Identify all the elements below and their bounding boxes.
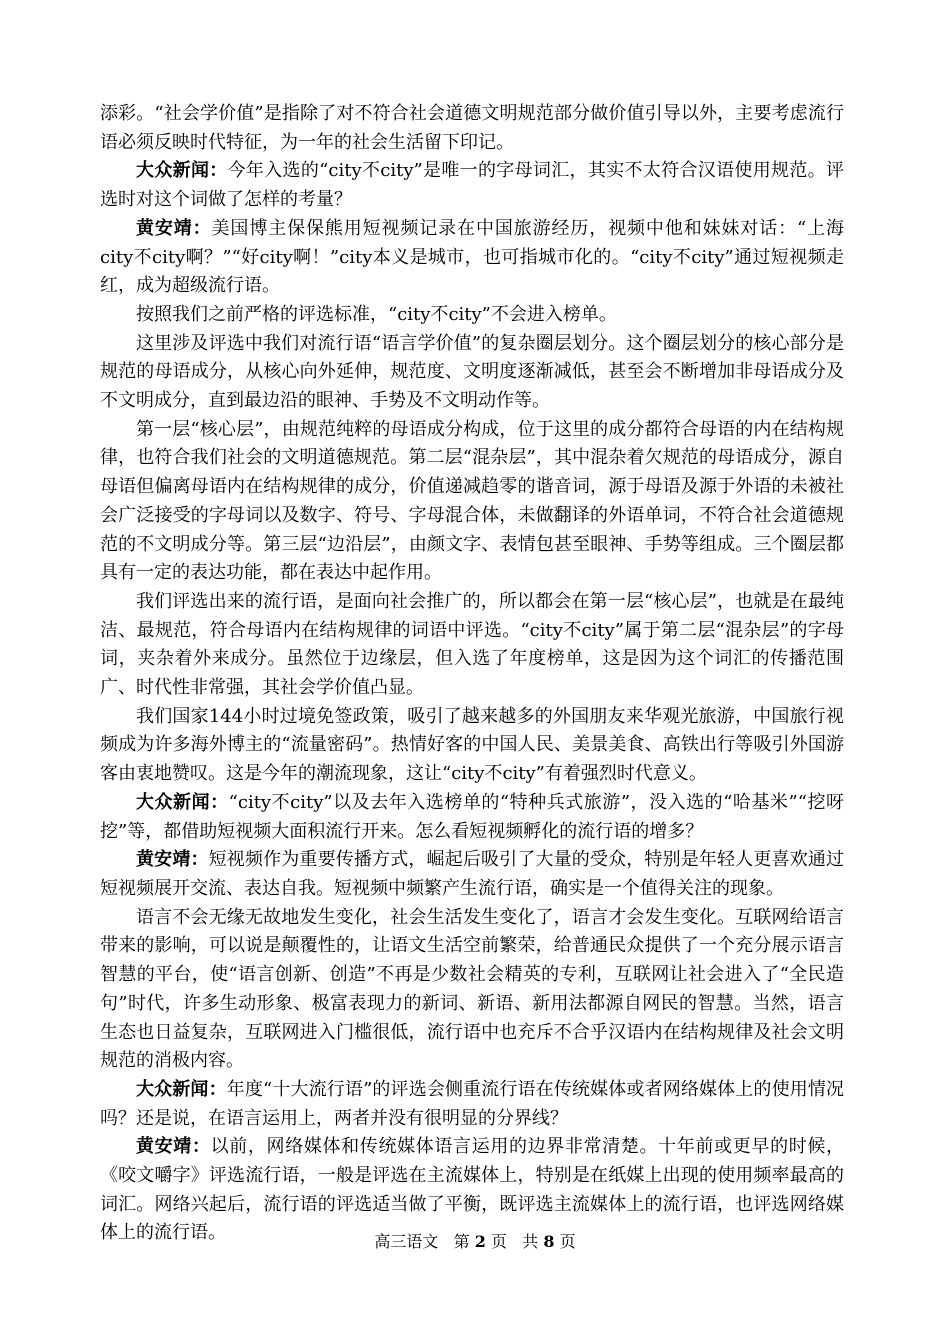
page-footer: [0, 1232, 950, 1252]
paragraph-text: 我们评选出来的流行语，是面向社会推广的，所以都会在第一层“核心层”，也就是在最纯洁、最规范，符合母语内在结构规律的词语中评选。“city不city”属于第二层“混杂层”的字母词，夹杂着外来成分。虽然位于边缘层，但入选了年度榜单，这是因为这个词汇的传播范围广、时代性非常强，其社会学价值凸显。: [100, 590, 844, 699]
article-body: [100, 100, 844, 1248]
paragraph: [100, 301, 844, 330]
paragraph: [100, 215, 844, 301]
paragraph-text: 我们国家144小时过境免签政策，吸引了越来越多的外国朋友来华观光旅游，中国旅行视频成为许多海外博主的“流量密码”。热情好客的中国人民、美景美食、高铁出行等吸引外国游客由衷地赞叹。这是今年的潮流现象，这让“city不city”有着强烈时代意义。: [100, 705, 844, 785]
speaker-label: 黄安靖：: [136, 217, 212, 239]
paragraph: [100, 100, 844, 157]
paragraph-text: 语言不会无缘无故地发生变化，社会生活发生变化了，语言才会发生变化。互联网给语言带来的影响，可以说是颠覆性的，让语文生活空前繁荣，给普通民众提供了一个充分展示语言智慧的平台，使“语言创新、创造”不再是少数社会精英的专利，互联网让社会进入了“全民造句”时代，许多生动形象、极富表现力的新词、新语、新用法都源自网民的智慧。当然，语言生态也日益复杂，互联网进入门槛很低，流行语中也充斥不合乎汉语内在结构规律及社会文明规范的消极内容。: [100, 906, 844, 1072]
footer-ye: 页: [559, 1232, 576, 1251]
paragraph-text: 按照我们之前严格的评选标准，“city不city”不会进入榜单。: [136, 303, 617, 325]
paragraph: [100, 1076, 844, 1133]
speaker-label: 大众新闻：: [136, 160, 228, 182]
paragraph-text: 以前，网络媒体和传统媒体语言运用的边界非常清楚。十年前或更早的时候，《咬文嚼字》评选流行语，一般是评选在主流媒体上，特别是在纸媒上出现的使用频率最高的词汇。网络兴起后，流行语的评选适当做了平衡，既评选主流媒体上的流行语，也评选网络媒体上的流行语。: [100, 1136, 845, 1244]
paragraph-text: 年度“十大流行语”的评选会侧重流行语在传统媒体或者网络媒体上的使用情况吗？还是说，在语言运用上，两者并没有很明显的分界线？: [100, 1078, 844, 1129]
paragraph: [100, 157, 844, 214]
speaker-label: 大众新闻：: [136, 1078, 227, 1100]
footer-ye: 页: [490, 1232, 507, 1251]
paragraph: [100, 1133, 844, 1248]
paragraph: [100, 789, 844, 846]
paragraph-text: 今年入选的“city不city”是唯一的字母词汇，其实不太符合汉语使用规范。评选时对这个词做了怎样的考量？: [100, 160, 844, 211]
paragraph: [100, 330, 844, 416]
paragraph-text: 短视频作为重要传播方式，崛起后吸引了大量的受众，特别是年轻人更喜欢通过短视频展开交流、表达自我。短视频中频繁产生流行语，确实是一个值得关注的现象。: [100, 849, 845, 899]
speaker-label: 黄安靖：: [136, 1136, 211, 1158]
footer-gong: 共: [522, 1232, 539, 1251]
paragraph: [100, 416, 844, 588]
paragraph: [100, 588, 844, 703]
paragraph-text: “city不city”以及去年入选榜单的“特种兵式旅游”，没入选的“哈基米”“挖呀挖”等，都借助短视频大面积流行开来。怎么看短视频孵化的流行语的增多？: [100, 791, 844, 842]
footer-page-number: 2: [474, 1232, 486, 1251]
speaker-label: 黄安靖：: [136, 849, 209, 871]
paragraph-text: 添彩。“社会学价值”是指除了对不符合社会道德文明规范部分做价值引导以外，主要考虑流行语必须反映时代特征，为一年的社会生活留下印记。: [100, 103, 844, 153]
footer-total-pages: 8: [543, 1232, 555, 1251]
footer-subject: 高三语文: [374, 1232, 439, 1251]
footer-di: 第: [453, 1232, 470, 1251]
paragraph-text: 这里涉及评选中我们对流行语“语言学价值”的复杂圈层划分。这个圈层划分的核心部分是规范的母语成分，从核心向外延伸，规范度、文明度逐渐减低，甚至会不断增加非母语成分及不文明成分，直到最边沿的眼神、手势及不文明动作等。: [100, 332, 844, 412]
paragraph-text: 美国博主保保熊用短视频记录在中国旅游经历，视频中他和妹妹对话：“上海city不city啊？”“好city啊！”city本义是城市，也可指城市化的。“city不city”通过短视频走红，成为超级流行语。: [100, 217, 844, 297]
paragraph: [100, 904, 844, 1076]
speaker-label: 大众新闻：: [136, 791, 229, 813]
paragraph-text: 第一层“核心层”，由规范纯粹的母语成分构成，位于这里的成分都符合母语的内在结构规律，也符合我们社会的文明道德规范。第二层“混杂层”，其中混杂着欠规范的母语成分，源自母语但偏离母语内在结构规律的成分，价值递减趋零的谐音词，源于母语及源于外语的未被社会广泛接受的字母词以及数字、符号、字母混合体，未做翻译的外语单词，不符合社会道德规范的不文明成分等。第三层“边沿层”，由颜文字、表情包甚至眼神、手势等组成。三个圈层都具有一定的表达功能，都在表达中起作用。: [100, 418, 844, 584]
paragraph: [100, 846, 844, 903]
paragraph: [100, 703, 844, 789]
